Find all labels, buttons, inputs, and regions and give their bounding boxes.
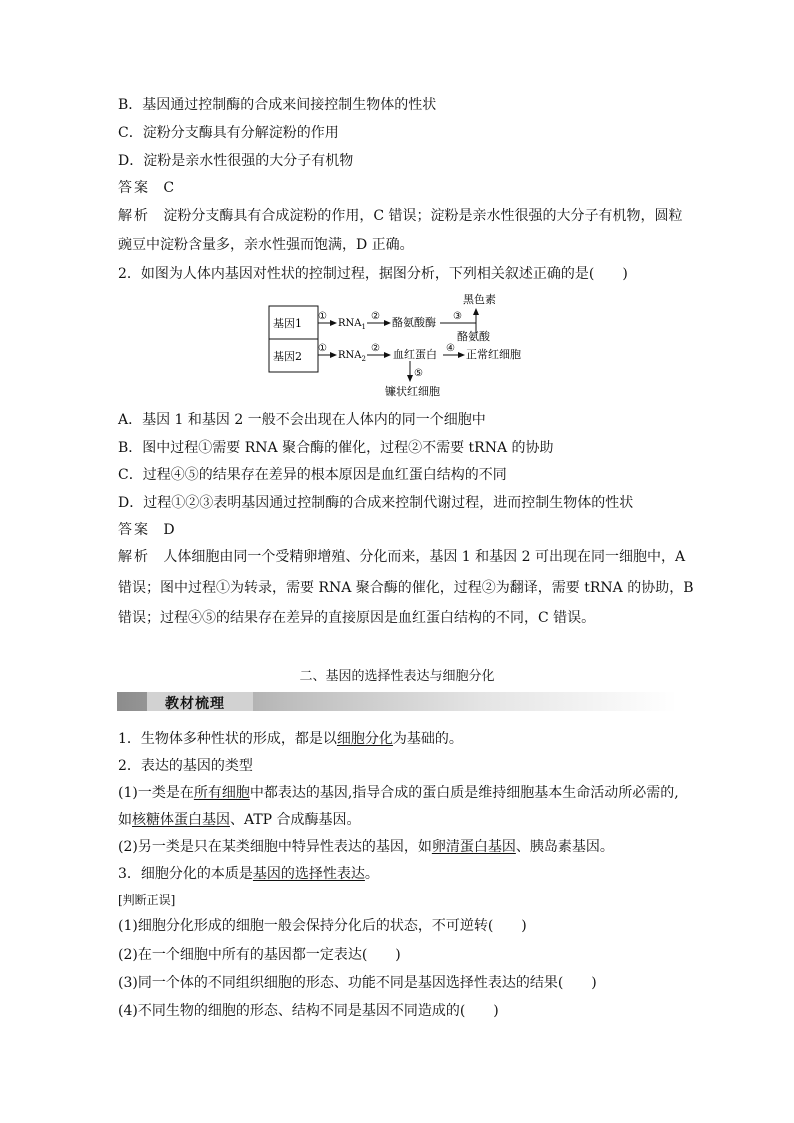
rna1-sub: 1: [361, 323, 366, 331]
q2-option-b: B．图中过程①需要 RNA 聚合酶的催化，过程②不需要 tRNA 的协助: [118, 440, 554, 456]
gene-control-diagram: [260, 288, 560, 400]
textbook-point-5: [118, 839, 614, 855]
text-segment: (1)一类是在: [118, 785, 194, 801]
answer-label: 答案: [118, 522, 150, 538]
answer-value: C: [163, 180, 175, 196]
text-segment: (2)另一类是只在某类细胞中特异性表达的基因，如: [118, 839, 432, 855]
text-segment: 。: [364, 866, 379, 882]
textbook-point-3: [118, 785, 679, 801]
underlined-term: 所有细胞: [193, 785, 250, 801]
banner-text: 教材梳理: [165, 696, 225, 712]
answer-value: D: [163, 522, 175, 538]
q1-option-c: C．淀粉分支酶具有分解淀粉的作用: [118, 125, 339, 141]
sickle-rbc-label: 镰状红细胞: [385, 385, 440, 398]
rna2-sub: 2: [361, 355, 366, 363]
hemoglobin-label: 血红蛋白: [393, 348, 437, 361]
step2b-label: ②: [371, 343, 380, 354]
text-segment: 1．生物体多种性状的形成，都是以: [118, 731, 337, 747]
judge-item-2: (2)在一个细胞中所有的基因都一定表达( ): [118, 947, 401, 963]
answer-label: 答案: [118, 180, 150, 196]
q2-option-c: C．过程④⑤的结果存在差异的根本原因是血红蛋白结构的不同: [118, 467, 507, 483]
step1b-label: ①: [318, 343, 327, 354]
text-segment: 、胰岛素基因。: [515, 839, 614, 855]
step5-label: ⑤: [414, 368, 423, 379]
rna2-text: RNA: [338, 350, 362, 361]
text-segment: 、ATP 合成酶基因。: [230, 812, 361, 828]
textbook-point-2: 2．表达的基因的类型: [118, 758, 253, 774]
q2-analysis-line-3: 错误；过程④⑤的结果存在差异的直接原因是血红蛋白结构的不同，C 错误。: [118, 610, 596, 626]
judge-item-4: (4)不同生物的细胞的形态、结构不同是基因不同造成的( ): [118, 1003, 499, 1019]
text-segment: 中都表达的基因,指导合成的蛋白质是维持细胞基本生命活动所必需的,: [249, 785, 679, 801]
judge-item-1: (1)细胞分化形成的细胞一般会保持分化后的状态，不可逆转( ): [118, 918, 527, 934]
textbook-point-6: [118, 866, 379, 882]
q2-option-d: D．过程①②③表明基因通过控制酶的合成来控制代谢过程，进而控制生物体的性状: [118, 495, 634, 511]
judge-heading: [判断正误]: [118, 893, 176, 907]
rna1-text: RNA: [338, 318, 362, 329]
q2-analysis-line-2: 错误；图中过程①为转录，需要 RNA 聚合酶的催化，过程②为翻译，需要 tRNA 的协助，B: [118, 580, 694, 596]
underlined-term: 卵清蛋白基因: [431, 839, 516, 855]
underlined-term: 细胞分化: [336, 731, 393, 747]
melanin-label: 黑色素: [463, 293, 496, 306]
step3-label: ③: [453, 311, 462, 322]
q2-analysis-line-1: [118, 549, 685, 565]
section-title: 二、基因的选择性表达与细胞分化: [299, 669, 495, 684]
q1-option-d: D．淀粉是亲水性很强的大分子有机物: [118, 153, 354, 169]
q2-option-a: A．基因 1 和基因 2 一般不会出现在人体内的同一个细胞中: [118, 412, 486, 428]
q1-analysis-line-1: [118, 208, 683, 224]
q1-answer: [118, 180, 174, 196]
gene2-label: 基因2: [273, 350, 302, 363]
normal-rbc-label: 正常红细胞: [466, 348, 521, 361]
gene1-label: 基因1: [273, 317, 302, 330]
underlined-term: 核糖体蛋白基因: [132, 812, 230, 828]
analysis-label: 解析: [118, 549, 150, 565]
rna1-label: [338, 318, 366, 331]
rna2-label: [338, 350, 366, 363]
section-banner: [117, 692, 677, 711]
underlined-term: 基因的选择性表达: [252, 866, 365, 882]
q2-stem: 2．如图为人体内基因对性状的控制过程，据图分析，下列相关叙述正确的是( ): [118, 266, 628, 282]
step2-label: ②: [371, 311, 380, 322]
q2-answer: [118, 522, 175, 538]
step1-label: ①: [318, 311, 327, 322]
analysis-text: 淀粉分支酶具有合成淀粉的作用，C 错误；淀粉是亲水性很强的大分子有机物，圆粒: [163, 208, 683, 224]
enzyme-label: 酪氨酸酶: [392, 316, 436, 329]
text-segment: 如: [118, 812, 132, 828]
textbook-point-1: [118, 731, 463, 747]
analysis-text: 人体细胞由同一个受精卵增殖、分化而来，基因 1 和基因 2 可出现在同一细胞中，A: [163, 549, 686, 565]
tyrosine-label: 酪氨酸: [457, 330, 490, 343]
textbook-point-4: [118, 812, 361, 828]
analysis-label: 解析: [118, 208, 150, 224]
text-segment: 3．细胞分化的本质是: [118, 866, 253, 882]
step4-label: ④: [446, 343, 455, 354]
q1-analysis-line-2: 豌豆中淀粉含量多，亲水性强而饱满，D 正确。: [118, 237, 414, 253]
q1-option-b: B．基因通过控制酶的合成来间接控制生物体的性状: [118, 97, 437, 113]
text-segment: 为基础的。: [392, 731, 463, 747]
judge-item-3: (3)同一个体的不同组织细胞的形态、功能不同是基因选择性表达的结果( ): [118, 975, 597, 991]
